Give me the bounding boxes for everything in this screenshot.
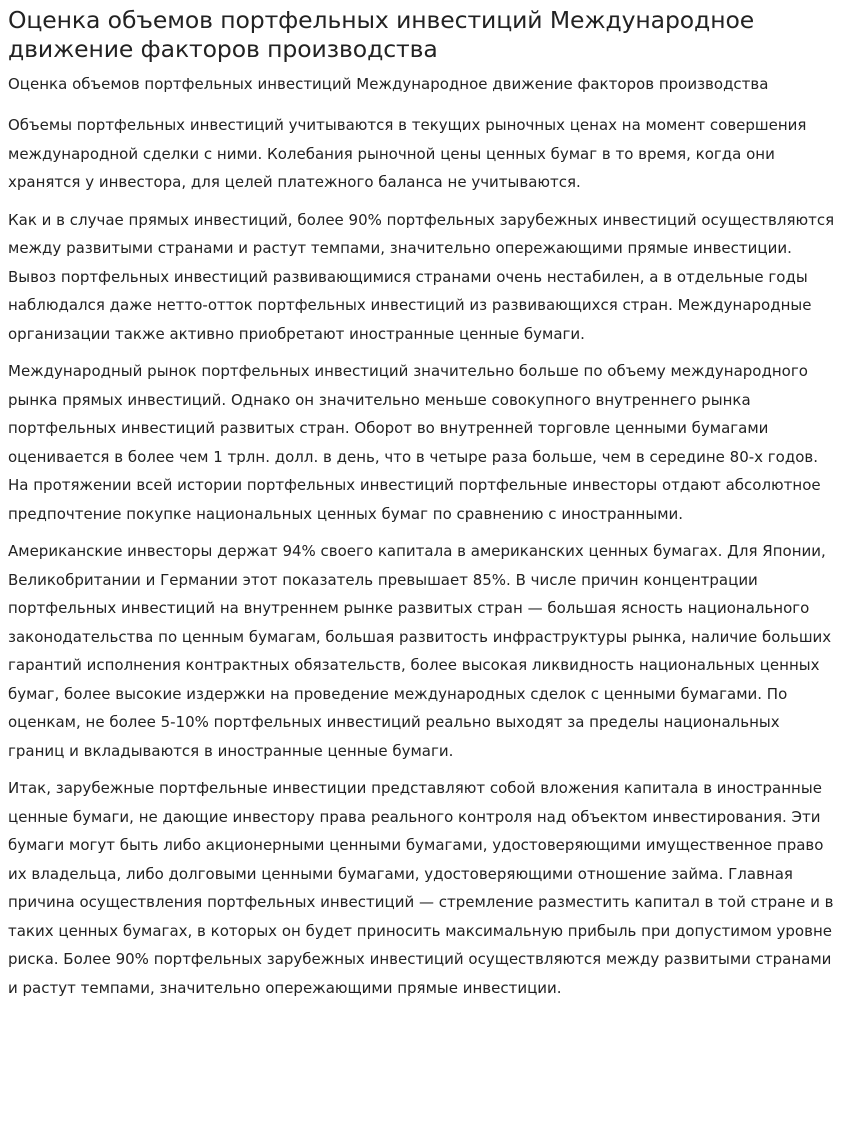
paragraph-5: Итак, зарубежные портфельные инвестиции представляют собой вложения капитала в иностранные ценные бумаги, не дающие инвестору права реального контроля над объектом инвестирования. Эти бумаги могут быть либо акционерными ценными бумагами, удостоверяющими имущественное право их владельца, либо долговыми ценными бумагами, удостоверяющими отношение займа. Главная причина осуществления портфельных инвестиций — стремление разместить капитал в той стране и в таких ценных бумагах, в которых он будет приносить максимальную прибыль при допустимом уровне риска. Более 90% портфельных зарубежных инвестиций осуществляются между развитыми странами и растут темпами, значительно опережающими прямые инвестиции. — [8, 779, 834, 997]
page-title: Оценка объемов портфельных инвестиций Международное движение факторов производства — [8, 6, 755, 63]
paragraph-1: Объемы портфельных инвестиций учитываются в текущих рыночных ценах на момент совершения международной сделки с ними. Колебания рыночной цены ценных бумаг в то время, когда они хранятся у инвестора, для целей платежного баланса не учитываются. — [8, 116, 807, 191]
article-subtitle: Оценка объемов портфельных инвестиций Международное движение факторов производства — [8, 75, 769, 93]
paragraph-2: Как и в случае прямых инвестиций, более 90% портфельных зарубежных инвестиций осуществляются между развитыми странами и растут темпами, значительно опережающими прямые инвестиции. Вывоз портфельных инвестиций развивающимися странами очень нестабилен, а в отдельные годы наблюдался даже нетто-отток портфельных инвестиций из развивающихся стран. Международные организации также активно приобретают иностранные ценные бумаги. — [8, 210, 835, 343]
paragraph-4: Американские инвесторы держат 94% своего капитала в американских ценных бумагах. Для Японии, Великобритании и Германии этот показатель превышает 85%. В числе причин концентрации портфельных инвестиций на внутреннем рынке развитых стран — большая ясность национального законодательства по ценным бумагам, большая развитость инфраструктуры рынка, наличие больших гарантий исполнения контрактных обязательств, более высокая ликвидность национальных ценных бумаг, более высокие издержки на проведение международных сделок с ценными бумагами. По оценкам, не более 5-10% портфельных инвестиций реально выходят за пределы национальных границ и вкладываются в иностранные ценные бумаги. — [8, 542, 832, 760]
paragraph-3: Международный рынок портфельных инвестиций значительно больше по объему международного рынка прямых инвестиций. Однако он значительно меньше совокупного внутреннего рынка портфельных инвестиций развитых стран. Оборот во внутренней торговле ценными бумагами оценивается в более чем 1 трлн. долл. в день, что в четыре раза больше, чем в середине 80-х годов. На протяжении всей истории портфельных инвестиций портфельные инвесторы отдают абсолютное предпочтение покупке национальных ценных бумаг по сравнению с иностранными. — [8, 362, 821, 523]
